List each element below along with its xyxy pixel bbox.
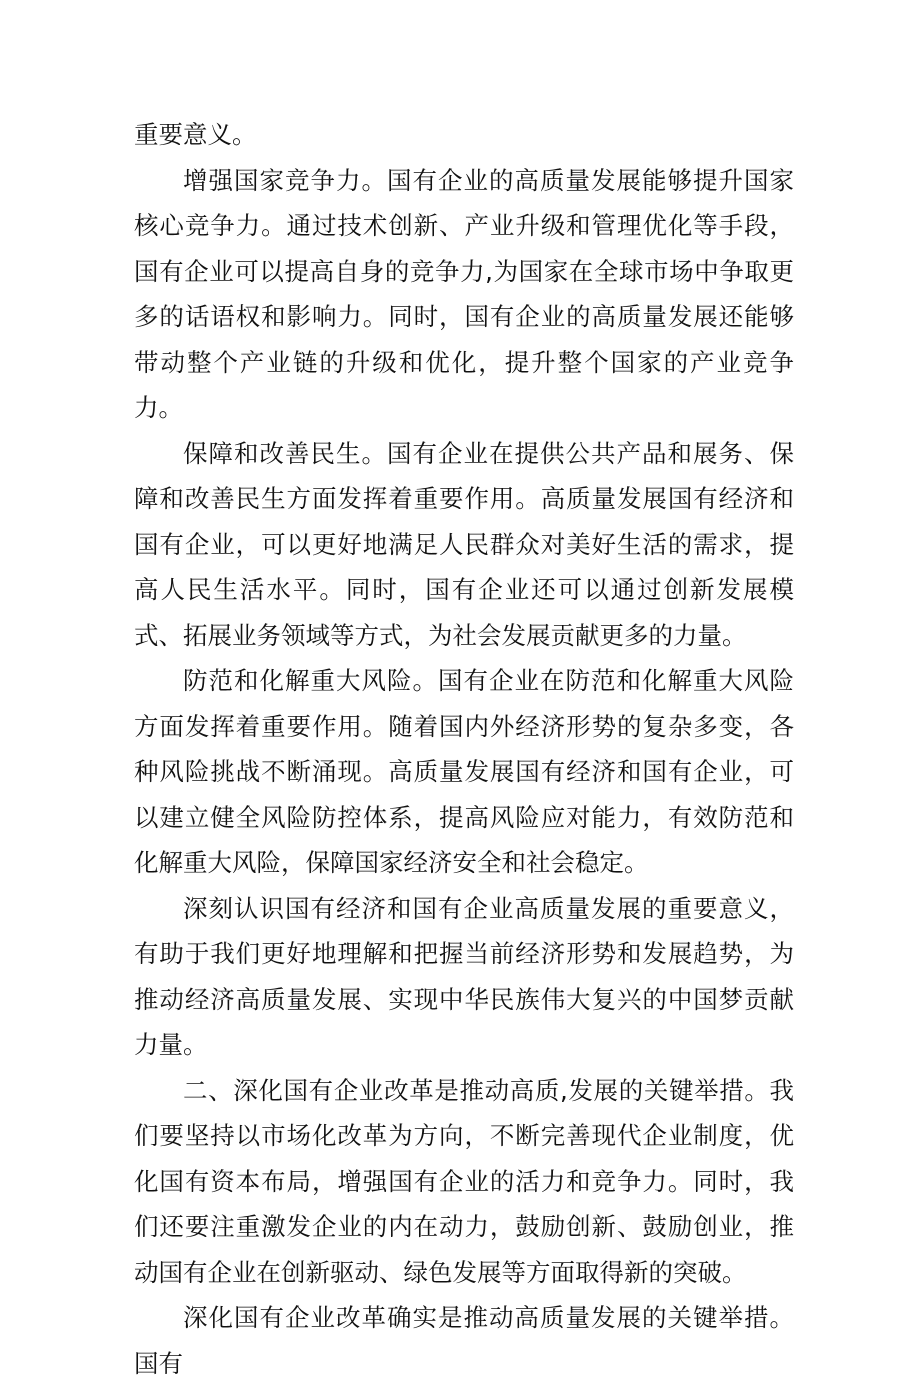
paragraph: 增强国家竞争力。国有企业的高质量发展能够提升国家核心竞争力。通过技术创新、产业升级和管理优化等手段，国有企业可以提高自身的竞争力,为国家在全球市场中争取更多的话语权和影响力。同时，国有企业的高质量发展还能够带动整个产业链的升级和优化，提升整个国家的产业竞争力。 [134, 165, 794, 422]
paragraph: 二、深化国有企业改革是推动高质,发展的关键举措。我们要坚持以市场化改革为方向，不断完善现代企业制度，优化国有资本布局，增强国有企业的活力和竞争力。同时，我们还要注重激发企业的内在动力，鼓励创新、鼓励创业，推动国有企业在创新驱动、绿色发展等方面取得新的突破。 [134, 1075, 794, 1287]
document-body [134, 112, 794, 1386]
paragraph: 重要意义。 [134, 120, 257, 149]
paragraph: 深刻认识国有经济和国有企业高质量发展的重要意义，有助于我们更好地理解和把握当前经济形势和发展趋势，为推动经济高质量发展、实现中华民族伟大复兴的中国梦贡献力量。 [134, 893, 794, 1059]
paragraph: 深化国有企业改革确实是推动高质量发展的关键举措。国有 [134, 1303, 794, 1378]
paragraph: 防范和化解重大风险。国有企业在防范和化解重大风险方面发挥着重要作用。随着国内外经济形势的复杂多变，各种风险挑战不断涌现。高质量发展国有经济和国有企业，可以建立健全风险防控体系，提高风险应对能力，有效防范和化解重大风险，保障国家经济安全和社会稳定。 [134, 666, 794, 877]
paragraph: 保障和改善民生。国有企业在提供公共产品和展务、保障和改善民生方面发挥着重要作用。高质量发展国有经济和国有企业，可以更好地满足人民群众对美好生活的需求，提高人民生活水平。同时，国有企业还可以通过创新发展模式、拓展业务领域等方式，为社会发展贡献更多的力量。 [134, 438, 794, 650]
